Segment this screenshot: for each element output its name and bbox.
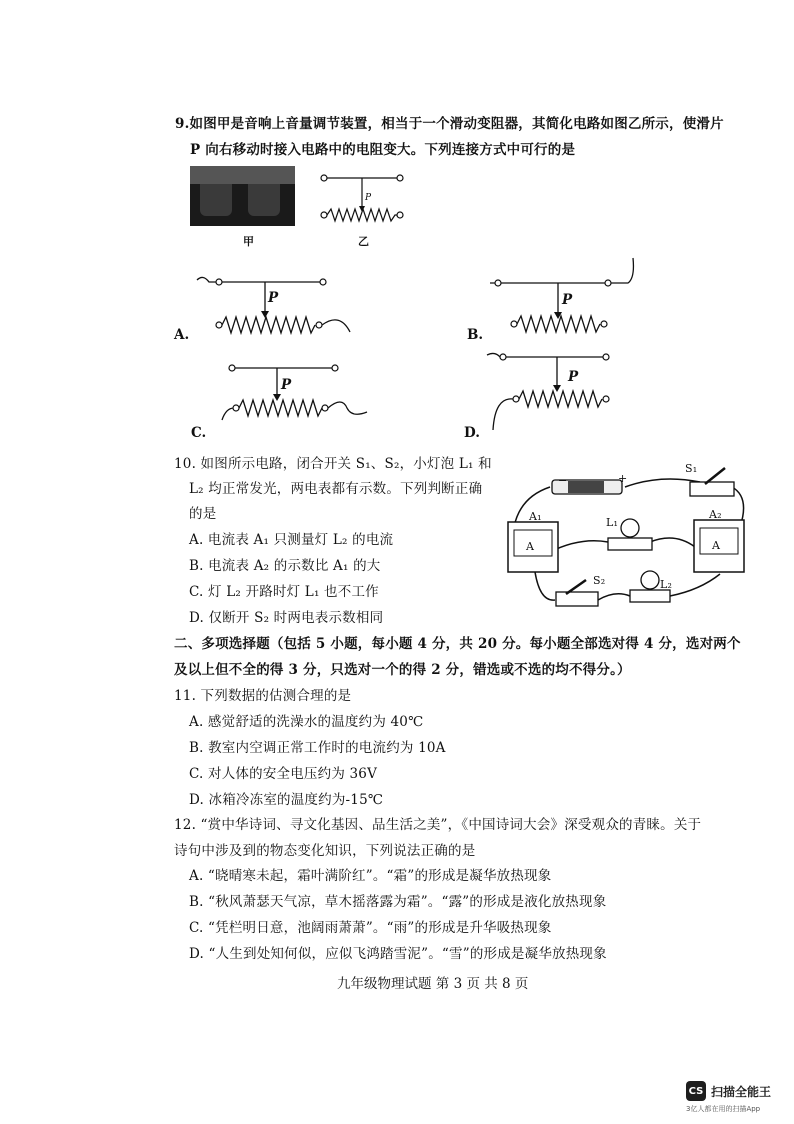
battery-plus: + <box>618 472 628 485</box>
option-c-circuit <box>222 360 372 425</box>
yi-p-label: P <box>365 193 372 203</box>
page-footer: 九年级物理试题 第 3 页 共 8 页 <box>337 976 529 992</box>
caption-jia: 甲 <box>243 235 255 248</box>
a2-meter-letter: A <box>712 539 721 552</box>
q11-option-b: B. 教室内空调正常工作时的电流约为 10A <box>189 740 446 756</box>
q11-option-a: A. 感觉舒适的洗澡水的温度约为 40℃ <box>189 714 424 730</box>
q10-option-b: B. 电流表 A₂ 的示数比 A₁ 的大 <box>189 558 381 574</box>
figure-yi-rheostat <box>318 170 408 225</box>
q10-option-c: C. 灯 L₂ 开路时灯 L₁ 也不工作 <box>189 584 379 600</box>
q10-option-d: D. 仅断开 S₂ 时两电表示数相同 <box>189 610 384 626</box>
q9-line2: P 向右移动时接入电路中的电阻变大。下列连接方式中可行的是 <box>190 142 576 158</box>
label-s1: S₁ <box>685 462 698 475</box>
scanner-logo <box>686 1081 771 1101</box>
q12-option-b: B. “秋风萧瑟天气凉，草木摇落露为霜”。“露”的形成是液化放热现象 <box>189 894 607 910</box>
q10-line3: 的是 <box>189 506 217 522</box>
q12-option-c: C. “凭栏明日意，池阔雨萧萧”。“雨”的形成是升华吸热现象 <box>189 920 552 936</box>
caption-yi: 乙 <box>358 235 370 248</box>
label-a1: A₁ <box>529 510 542 523</box>
option-d-label: D. <box>464 425 480 441</box>
logo-name: 扫描全能王 <box>711 1084 772 1099</box>
a1-meter-letter: A <box>526 540 535 553</box>
option-c-label: C. <box>191 425 207 441</box>
option-b-p: P <box>562 292 573 308</box>
q9-line1: 9.如图甲是音响上音量调节装置，相当于一个滑动变阻器，其简化电路如图乙所示，使滑片 <box>175 116 724 132</box>
option-b-label: B. <box>467 327 484 343</box>
option-a-p: P <box>268 290 279 306</box>
q11-stem: 11. 下列数据的估测合理的是 <box>174 688 352 704</box>
q12-option-d: D. “人生到处知何似，应似飞鸿踏雪泥”。“雪”的形成是凝华放热现象 <box>189 946 607 962</box>
label-s2: S₂ <box>593 574 606 587</box>
option-c-p: P <box>281 377 292 393</box>
section2-line1: 二、多项选择题（包括 5 小题，每小题 4 分，共 20 分。每小题全部选对得 4 分，选对两个 <box>174 636 741 652</box>
battery-minus: − <box>558 474 568 487</box>
q12-line2: 诗句中涉及到的物态变化知识，下列说法正确的是 <box>174 843 476 859</box>
q11-option-d: D. 冰箱冷冻室的温度约为-15℃ <box>189 792 384 808</box>
section2-line2: 及以上但不全的得 3 分，只选对一个的得 2 分，错选或不选的均不得分。） <box>174 662 631 678</box>
q10-option-a: A. 电流表 A₁ 只测量灯 L₂ 的电流 <box>189 532 394 548</box>
q10-line1: 10. 如图所示电路，闭合开关 S₁、S₂，小灯泡 L₁ 和 <box>174 456 492 472</box>
q12-option-a: A. “晓晴寒未起，霜叶满阶红”。“霜”的形成是凝华放热现象 <box>189 868 552 884</box>
figure-jia-photo <box>190 166 295 226</box>
option-a-label: A. <box>174 327 190 343</box>
q11-option-c: C. 对人体的安全电压约为 36V <box>189 766 378 782</box>
label-l1: L₁ <box>606 516 619 529</box>
option-d-p: P <box>568 369 579 385</box>
cs-logo-icon: CS <box>686 1081 706 1101</box>
q12-line1: 12. “赏中华诗词、寻文化基因、品生活之美”，《中国诗词大会》深受观众的青睐。关于 <box>174 817 702 833</box>
label-l2: L₂ <box>660 578 673 591</box>
q10-line2: L₂ 均正常发光，两电表都有示数。下列判断正确 <box>189 481 483 497</box>
option-d-circuit <box>485 345 625 435</box>
label-a2: A₂ <box>709 508 722 521</box>
logo-tagline: 3亿人都在用的扫描App <box>686 1105 761 1113</box>
